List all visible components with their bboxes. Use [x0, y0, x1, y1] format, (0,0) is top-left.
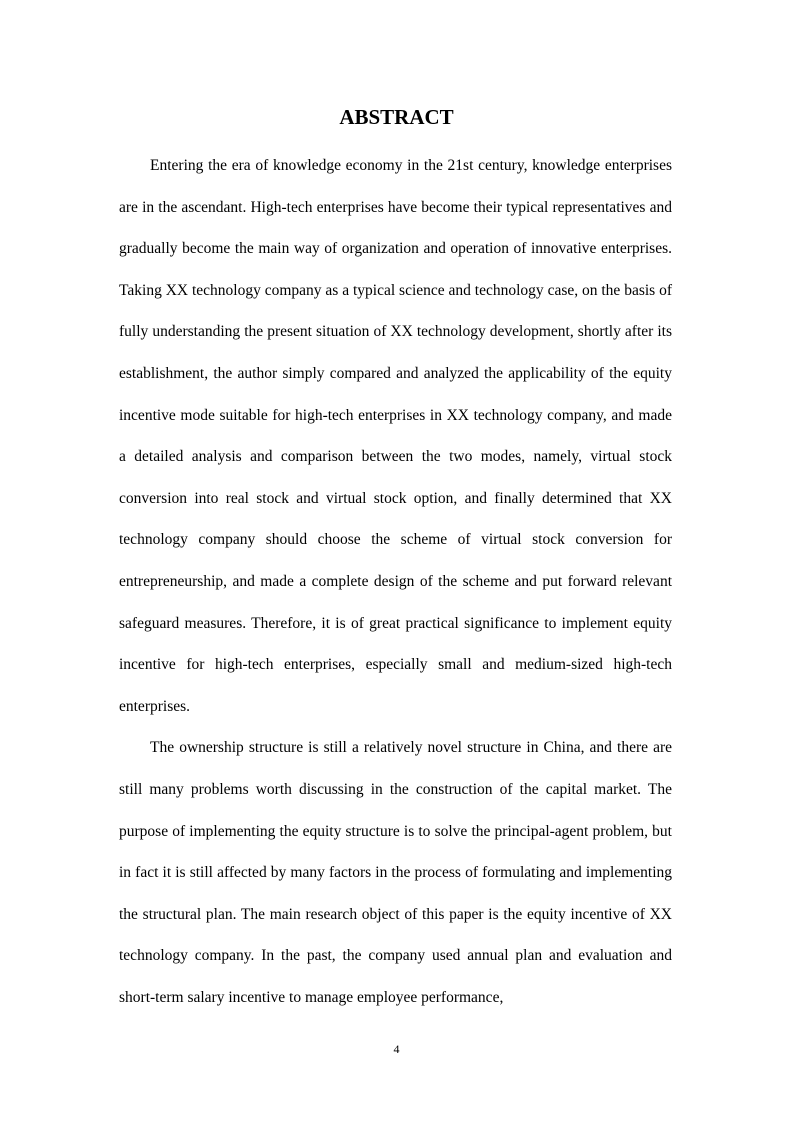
abstract-paragraph-1: Entering the era of knowledge economy in the 21st century, knowledge enterprises are in the ascendant. High-tech enterprises have become their typical representatives and gradually become the main way of organization and operation of innovative enterprises. Taking XX technology company as a typical science and technology case, on the basis of fully understanding the present situation of XX technology development, shortly after its establishment, the author simply compared and analyzed the applicability of the equity incentive mode suitable for high-tech enterprises in XX technology company, and made a detailed analysis and comparison between the two modes, namely, virtual stock conversion into real stock and virtual stock option, and finally determined that XX technology company should choose the scheme of virtual stock conversion for entrepreneurship, and made a complete design of the scheme and put forward relevant safeguard measures. Therefore, it is of great practical significance to implement equity incentive for high-tech enterprises, especially small and medium-sized high-tech enterprises.	[119, 157, 672, 715]
abstract-heading: ABSTRACT	[339, 105, 454, 129]
page-number: 4	[393, 1042, 400, 1056]
abstract-paragraph-2: The ownership structure is still a relatively novel structure in China, and there are still many problems worth discussing in the construction of the capital market. The purpose of implementing the equity structure is to solve the principal-agent problem, but in fact it is still affected by many factors in the process of formulating and implementing the structural plan. The main research object of this paper is the equity incentive of XX technology company. In the past, the company used annual plan and evaluation and short-term salary incentive to manage employee performance,	[119, 739, 672, 1006]
abstract-body	[119, 145, 672, 1018]
